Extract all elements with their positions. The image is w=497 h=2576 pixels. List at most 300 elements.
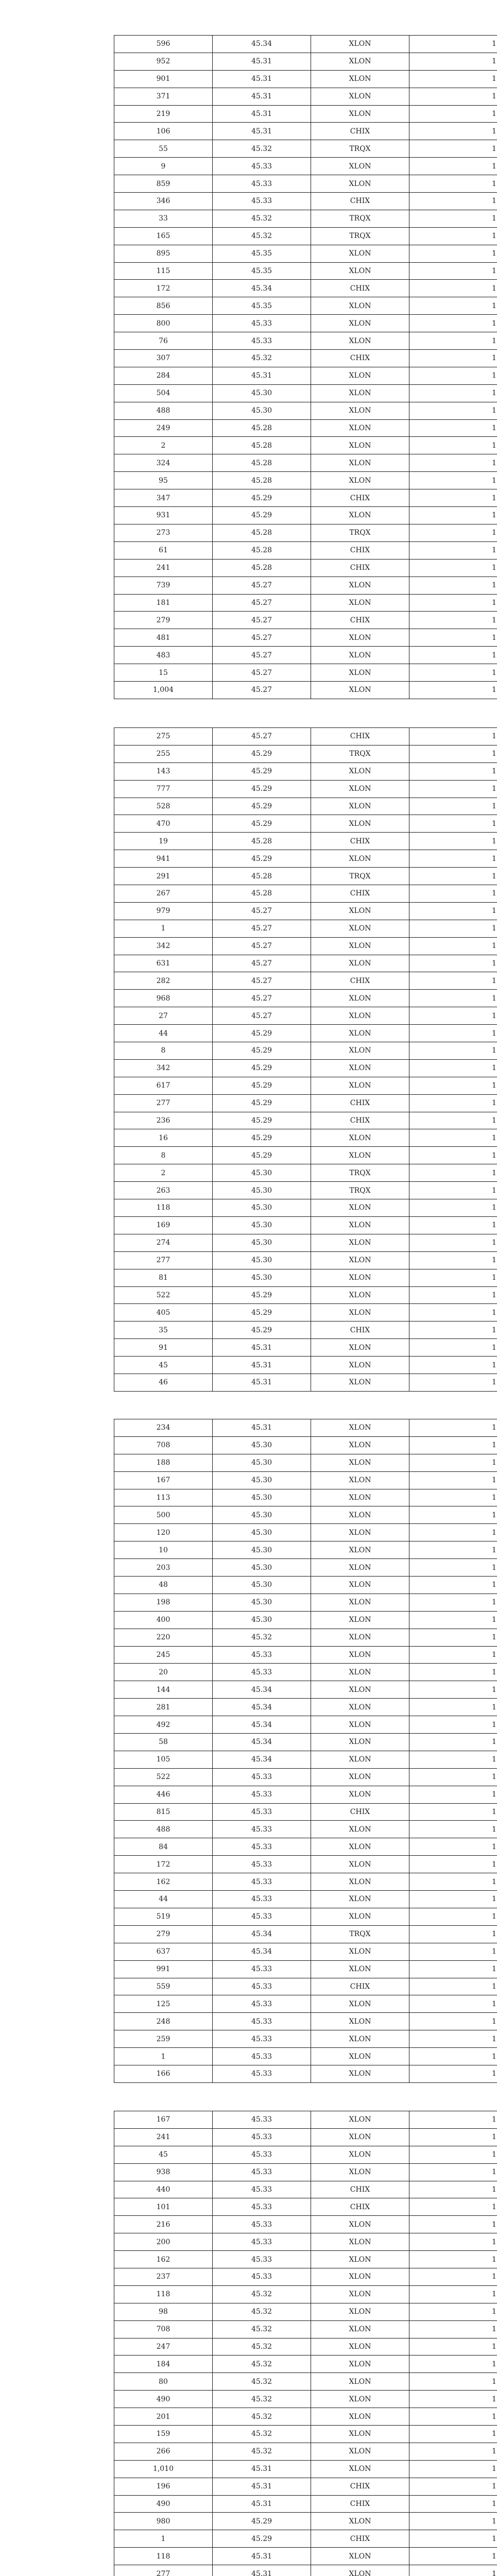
quantity-cell: 237 (114, 2268, 213, 2286)
time-cell: 1 (409, 559, 497, 577)
quantity-cell: 895 (114, 245, 213, 262)
table-row (114, 2285, 497, 2303)
table-row (114, 937, 497, 955)
venue-cell: XLON (311, 1025, 409, 1042)
time-cell: 1 (409, 1436, 497, 1454)
venue-cell: XLON (311, 1559, 409, 1577)
time-cell: 1 (409, 1321, 497, 1339)
table-row (114, 629, 497, 647)
time-cell: 1 (409, 2216, 497, 2233)
price-cell: 45.33 (213, 1891, 311, 1908)
quantity-cell: 528 (114, 798, 213, 815)
quantity-cell: 266 (114, 2443, 213, 2460)
quantity-cell: 631 (114, 955, 213, 972)
time-cell: 1 (409, 2408, 497, 2426)
table-row (114, 2320, 497, 2338)
venue-cell: XLON (311, 2338, 409, 2355)
time-cell: 1 (409, 175, 497, 193)
time-cell: 1 (409, 1182, 497, 1199)
price-cell: 45.34 (213, 1925, 311, 1943)
quantity-cell: 267 (114, 885, 213, 903)
table-row (114, 1821, 497, 1838)
price-cell: 45.33 (213, 193, 311, 210)
time-cell: 1 (409, 1716, 497, 1734)
quantity-cell: 708 (114, 2320, 213, 2338)
venue-cell: XLON (311, 1234, 409, 1251)
time-cell: 1 (409, 1524, 497, 1541)
time-cell: 1 (409, 833, 497, 850)
table-row (114, 868, 497, 885)
quantity-cell: 938 (114, 2163, 213, 2181)
venue-cell: XLON (311, 577, 409, 594)
time-cell: 1 (409, 850, 497, 868)
venue-cell: XLON (311, 1768, 409, 1786)
price-cell: 45.30 (213, 1251, 311, 1269)
time-cell: 1 (409, 2013, 497, 2030)
price-cell: 45.32 (213, 2373, 311, 2391)
time-cell: 1 (409, 1251, 497, 1269)
table-row (114, 850, 497, 868)
time-cell: 1 (409, 1112, 497, 1129)
time-cell: 1 (409, 1699, 497, 1716)
quantity-cell: 249 (114, 419, 213, 437)
price-cell: 45.27 (213, 972, 311, 990)
quantity-cell: 234 (114, 1419, 213, 1437)
quantity-cell: 275 (114, 728, 213, 745)
price-cell: 45.30 (213, 402, 311, 419)
venue-cell: XLON (311, 158, 409, 175)
table-row (114, 367, 497, 384)
venue-cell: XLON (311, 2216, 409, 2233)
quantity-cell: 979 (114, 902, 213, 920)
trades-table (114, 1419, 497, 2083)
quantity-cell: 219 (114, 105, 213, 123)
price-cell: 45.33 (213, 2251, 311, 2268)
quantity-cell: 167 (114, 2111, 213, 2129)
table-row (114, 507, 497, 524)
quantity-cell: 84 (114, 1838, 213, 1856)
quantity-cell: 279 (114, 1925, 213, 1943)
table-row (114, 1419, 497, 1437)
price-cell: 45.29 (213, 1286, 311, 1304)
price-cell: 45.31 (213, 1357, 311, 1374)
quantity-cell: 259 (114, 2030, 213, 2048)
time-cell: 1 (409, 664, 497, 682)
venue-cell: CHIX (311, 559, 409, 577)
time-cell: 1 (409, 937, 497, 955)
quantity-cell: 277 (114, 1094, 213, 1112)
quantity-cell: 400 (114, 1611, 213, 1629)
price-cell: 45.30 (213, 1611, 311, 1629)
time-cell: 1 (409, 868, 497, 885)
price-cell: 45.32 (213, 2355, 311, 2373)
time-cell: 1 (409, 2251, 497, 2268)
time-cell: 1 (409, 140, 497, 158)
quantity-cell: 931 (114, 507, 213, 524)
price-cell: 45.30 (213, 1577, 311, 1594)
price-cell: 45.27 (213, 990, 311, 1007)
table-row (114, 2338, 497, 2355)
table-row (114, 728, 497, 745)
quantity-cell: 274 (114, 1234, 213, 1251)
venue-cell: CHIX (311, 2198, 409, 2216)
price-cell: 45.30 (213, 1454, 311, 1471)
quantity-cell: 281 (114, 1699, 213, 1716)
quantity-cell: 277 (114, 2565, 213, 2576)
table-row (114, 2128, 497, 2146)
time-cell: 1 (409, 1978, 497, 1995)
price-cell: 45.33 (213, 1856, 311, 1873)
time-cell: 1 (409, 1577, 497, 1594)
venue-cell: CHIX (311, 2530, 409, 2548)
table-row (114, 2268, 497, 2286)
table-row (114, 955, 497, 972)
venue-cell: XLON (311, 647, 409, 664)
venue-cell: XLON (311, 1251, 409, 1269)
table-row (114, 2013, 497, 2030)
time-cell: 1 (409, 454, 497, 472)
price-cell: 45.27 (213, 647, 311, 664)
price-cell: 45.33 (213, 1838, 311, 1856)
venue-cell: CHIX (311, 2495, 409, 2513)
time-cell: 1 (409, 990, 497, 1007)
time-cell: 1 (409, 2163, 497, 2181)
table-row (114, 53, 497, 70)
quantity-cell: 815 (114, 1803, 213, 1821)
table-row (114, 2111, 497, 2129)
table-row (114, 2548, 497, 2565)
price-cell: 45.31 (213, 1374, 311, 1391)
table-row (114, 437, 497, 454)
table-row (114, 612, 497, 629)
quantity-cell: 440 (114, 2181, 213, 2198)
venue-cell: XLON (311, 1524, 409, 1541)
price-cell: 45.34 (213, 1734, 311, 1751)
quantity-cell: 519 (114, 1908, 213, 1925)
price-cell: 45.31 (213, 70, 311, 88)
time-cell: 1 (409, 594, 497, 612)
price-cell: 45.31 (213, 2548, 311, 2565)
venue-cell: TRQX (311, 868, 409, 885)
price-cell: 45.32 (213, 2391, 311, 2408)
venue-cell: XLON (311, 2163, 409, 2181)
table-row (114, 315, 497, 332)
venue-cell: XLON (311, 1611, 409, 1629)
price-cell: 45.34 (213, 1751, 311, 1768)
time-cell: 1 (409, 1838, 497, 1856)
venue-cell: XLON (311, 1147, 409, 1164)
price-cell: 45.29 (213, 1147, 311, 1164)
venue-cell: XLON (311, 53, 409, 70)
time-cell: 1 (409, 2338, 497, 2355)
venue-cell: XLON (311, 1856, 409, 1873)
price-cell: 45.30 (213, 1506, 311, 1524)
venue-cell: XLON (311, 402, 409, 419)
quantity-cell: 203 (114, 1559, 213, 1577)
quantity-cell: 522 (114, 1768, 213, 1786)
time-cell: 1 (409, 1734, 497, 1751)
time-cell: 1 (409, 2111, 497, 2129)
quantity-cell: 196 (114, 2478, 213, 2495)
venue-cell: XLON (311, 937, 409, 955)
trades-table (114, 727, 497, 1392)
time-cell: 1 (409, 367, 497, 384)
quantity-cell: 800 (114, 315, 213, 332)
table-row (114, 105, 497, 123)
quantity-cell: 216 (114, 2216, 213, 2233)
venue-cell: XLON (311, 902, 409, 920)
time-cell: 1 (409, 1995, 497, 2013)
price-cell: 45.32 (213, 2426, 311, 2443)
venue-cell: CHIX (311, 1321, 409, 1339)
quantity-cell: 1 (114, 2048, 213, 2065)
time-cell: 1 (409, 2355, 497, 2373)
quantity-cell: 118 (114, 2548, 213, 2565)
quantity-cell: 98 (114, 2303, 213, 2320)
time-cell: 1 (409, 2128, 497, 2146)
venue-cell: XLON (311, 1216, 409, 1234)
price-cell: 45.29 (213, 1042, 311, 1060)
time-cell: 1 (409, 2048, 497, 2065)
venue-cell: XLON (311, 70, 409, 88)
quantity-cell: 105 (114, 1751, 213, 1768)
time-cell: 1 (409, 2443, 497, 2460)
venue-cell: XLON (311, 2268, 409, 2286)
quantity-cell: 968 (114, 990, 213, 1007)
venue-cell: XLON (311, 664, 409, 682)
quantity-cell: 8 (114, 1042, 213, 1060)
venue-cell: XLON (311, 1716, 409, 1734)
quantity-cell: 236 (114, 1112, 213, 1129)
quantity-cell: 9 (114, 158, 213, 175)
table-row (114, 70, 497, 88)
price-cell: 45.29 (213, 1112, 311, 1129)
time-cell: 1 (409, 2391, 497, 2408)
table-row (114, 1199, 497, 1217)
time-cell: 1 (409, 524, 497, 541)
venue-cell: XLON (311, 2443, 409, 2460)
time-cell: 1 (409, 2268, 497, 2286)
quantity-cell: 101 (114, 2198, 213, 2216)
quantity-cell: 45 (114, 1357, 213, 1374)
price-cell: 45.28 (213, 868, 311, 885)
venue-cell: XLON (311, 681, 409, 699)
table-row (114, 1664, 497, 1681)
table-row (114, 902, 497, 920)
price-cell: 45.28 (213, 437, 311, 454)
venue-cell: XLON (311, 1059, 409, 1077)
time-cell: 1 (409, 350, 497, 367)
quantity-cell: 739 (114, 577, 213, 594)
quantity-cell: 162 (114, 2251, 213, 2268)
price-cell: 45.33 (213, 1803, 311, 1821)
table-row (114, 798, 497, 815)
quantity-cell: 284 (114, 367, 213, 384)
price-cell: 45.31 (213, 2478, 311, 2495)
price-cell: 45.31 (213, 105, 311, 123)
table-row (114, 664, 497, 682)
price-cell: 45.28 (213, 419, 311, 437)
quantity-cell: 35 (114, 1321, 213, 1339)
table-row (114, 1908, 497, 1925)
price-cell: 45.32 (213, 1629, 311, 1646)
quantity-cell: 291 (114, 868, 213, 885)
quantity-cell: 201 (114, 2408, 213, 2426)
time-cell: 1 (409, 1786, 497, 1803)
price-cell: 45.30 (213, 1234, 311, 1251)
table-row (114, 2408, 497, 2426)
venue-cell: XLON (311, 1304, 409, 1321)
venue-cell: XLON (311, 850, 409, 868)
venue-cell: XLON (311, 2128, 409, 2146)
quantity-cell: 282 (114, 972, 213, 990)
venue-cell: XLON (311, 507, 409, 524)
venue-cell: XLON (311, 1374, 409, 1391)
price-cell: 45.33 (213, 2181, 311, 2198)
time-cell: 1 (409, 577, 497, 594)
time-cell: 1 (409, 2030, 497, 2048)
price-cell: 45.27 (213, 728, 311, 745)
time-cell: 1 (409, 70, 497, 88)
venue-cell: XLON (311, 1199, 409, 1217)
quantity-cell: 273 (114, 524, 213, 541)
quantity-cell: 255 (114, 745, 213, 762)
table-row (114, 2565, 497, 2576)
venue-cell: CHIX (311, 350, 409, 367)
time-cell: 1 (409, 88, 497, 105)
quantity-cell: 76 (114, 332, 213, 350)
price-cell: 45.33 (213, 2048, 311, 2065)
table-row (114, 36, 497, 53)
time-cell: 1 (409, 1339, 497, 1357)
venue-cell: XLON (311, 1489, 409, 1506)
table-row (114, 1734, 497, 1751)
table-row (114, 2181, 497, 2198)
time-cell: 1 (409, 1025, 497, 1042)
quantity-cell: 2 (114, 1164, 213, 1182)
venue-cell: TRQX (311, 140, 409, 158)
time-cell: 1 (409, 1768, 497, 1786)
quantity-cell: 172 (114, 1856, 213, 1873)
table-row (114, 647, 497, 664)
table-row (114, 1559, 497, 1577)
table-row (114, 1454, 497, 1471)
table-row (114, 2460, 497, 2478)
time-cell: 1 (409, 1803, 497, 1821)
table-row (114, 193, 497, 210)
quantity-cell: 952 (114, 53, 213, 70)
table-row (114, 2355, 497, 2373)
table-row (114, 920, 497, 937)
price-cell: 45.27 (213, 902, 311, 920)
quantity-cell: 777 (114, 780, 213, 798)
quantity-cell: 446 (114, 1786, 213, 1803)
venue-cell: XLON (311, 2111, 409, 2129)
quantity-cell: 81 (114, 1269, 213, 1286)
quantity-cell: 500 (114, 1506, 213, 1524)
price-cell: 45.28 (213, 472, 311, 489)
venue-cell: XLON (311, 1838, 409, 1856)
table-row (114, 1594, 497, 1611)
quantity-cell: 15 (114, 664, 213, 682)
price-cell: 45.32 (213, 2408, 311, 2426)
time-cell: 1 (409, 629, 497, 647)
time-cell: 1 (409, 437, 497, 454)
quantity-cell: 44 (114, 1025, 213, 1042)
venue-cell: XLON (311, 1506, 409, 1524)
time-cell: 1 (409, 262, 497, 280)
venue-cell: XLON (311, 798, 409, 815)
price-cell: 45.27 (213, 681, 311, 699)
time-cell: 1 (409, 1891, 497, 1908)
time-cell: 1 (409, 1611, 497, 1629)
venue-cell: XLON (311, 245, 409, 262)
venue-cell: XLON (311, 1751, 409, 1768)
venue-cell: XLON (311, 1891, 409, 1908)
venue-cell: XLON (311, 1007, 409, 1025)
venue-cell: XLON (311, 88, 409, 105)
time-cell: 1 (409, 955, 497, 972)
quantity-cell: 118 (114, 1199, 213, 1217)
venue-cell: CHIX (311, 541, 409, 559)
time-cell: 1 (409, 2065, 497, 2082)
price-cell: 45.31 (213, 2460, 311, 2478)
venue-cell: XLON (311, 1339, 409, 1357)
venue-cell: TRQX (311, 1925, 409, 1943)
time-cell: 1 (409, 1419, 497, 1437)
venue-cell: XLON (311, 437, 409, 454)
venue-cell: XLON (311, 1577, 409, 1594)
quantity-cell: 27 (114, 1007, 213, 1025)
table-row (114, 1251, 497, 1269)
time-cell: 1 (409, 745, 497, 762)
time-cell: 1 (409, 2198, 497, 2216)
venue-cell: XLON (311, 1908, 409, 1925)
venue-cell: XLON (311, 1664, 409, 1681)
time-cell: 1 (409, 1908, 497, 1925)
venue-cell: XLON (311, 1129, 409, 1147)
price-cell: 45.33 (213, 1646, 311, 1664)
time-cell: 1 (409, 36, 497, 53)
table-row (114, 175, 497, 193)
quantity-cell: 504 (114, 384, 213, 402)
venue-cell: XLON (311, 1943, 409, 1960)
quantity-cell: 1,004 (114, 681, 213, 699)
quantity-cell: 159 (114, 2426, 213, 2443)
venue-cell: CHIX (311, 612, 409, 629)
table-row (114, 1629, 497, 1646)
quantity-cell: 120 (114, 1524, 213, 1541)
venue-cell: XLON (311, 1357, 409, 1374)
quantity-cell: 200 (114, 2233, 213, 2251)
price-cell: 45.31 (213, 123, 311, 140)
venue-cell: XLON (311, 1042, 409, 1060)
quantity-cell: 490 (114, 2391, 213, 2408)
venue-cell: XLON (311, 2013, 409, 2030)
quantity-cell: 167 (114, 1471, 213, 1489)
table-row (114, 1716, 497, 1734)
quantity-cell: 198 (114, 1594, 213, 1611)
quantity-cell: 405 (114, 1304, 213, 1321)
time-cell: 1 (409, 1077, 497, 1094)
price-cell: 45.28 (213, 541, 311, 559)
table-row (114, 2163, 497, 2181)
time-cell: 1 (409, 1094, 497, 1112)
time-cell: 1 (409, 2426, 497, 2443)
table-row (114, 1541, 497, 1559)
time-cell: 1 (409, 1594, 497, 1611)
price-cell: 45.32 (213, 227, 311, 245)
